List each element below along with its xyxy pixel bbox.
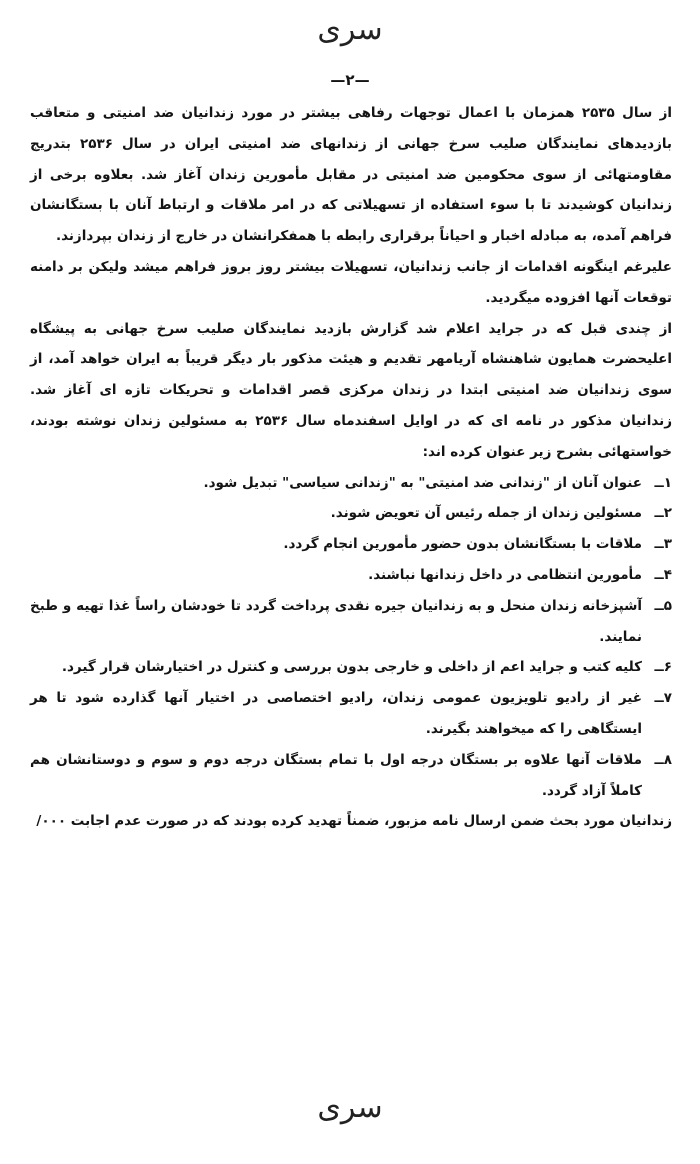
demand-number: ۷ــ [654,690,672,707]
demand-number: ۶ــ [654,659,672,676]
demand-number: ۵ــ [654,597,672,614]
demand-text: ملاقات آنها علاوه بر بستگان درجه اول با تمام بستگان درجه دوم و سوم و دوستانشان هم کاملاً آزاد گردد. [30,751,642,799]
demand-text: عنوان آنان از "زندانی ضد امنیتی" به "زندانی سیاسی" تبدیل شود. [203,474,642,491]
demand-number: ۲ــ [654,505,672,522]
demand-item [30,468,672,499]
page-number: —۲— [330,71,370,89]
demand-text: آشپزخانه زندان منحل و به زندانیان جیره نقدی پرداخت گردد تا خودشان راساً غذا تهیه و طبخ نمایند. [30,597,642,645]
classification-stamp-bottom: سری [317,1090,383,1125]
document-body [30,98,672,837]
demand-item [30,591,672,653]
demand-text: مأمورین انتظامی در داخل زندانها نباشند. [368,566,642,583]
demand-item [30,683,672,745]
demand-number: ۸ــ [654,751,672,768]
demand-item [30,652,672,683]
paragraph-closing: زندانیان مورد بحث ضمن ارسال نامه مزبور، ضمناً تهدید کرده بودند که در صورت عدم اجابت ۰۰۰/ [36,813,672,830]
demand-number: ۱ــ [654,474,672,491]
demand-item [30,560,672,591]
demand-text: مسئولین زندان از جمله رئیس آن تعویض شوند. [330,505,642,522]
demand-text: کلیه کتب و جراید اعم از داخلی و خارجی بدون بررسی و کنترل در اختیارشان قرار گیرد. [61,659,642,676]
demands-list [30,468,672,807]
demand-number: ۳ــ [654,536,672,553]
paragraph-red-cross-report: از چندی قبل که در جراید اعلام شد گزارش بازدید نمایندگان صلیب سرخ جهانی به پیشگاه اعلیحضرت همایون شاهنشاه آریامهر تقدیم و هیئت مذکور بار دیگر قریباً به ایران خواهد آمد، از سوی زندانیان ضد امنیتی ابتدا در زندان مرکزی قصر اقدامات و تحریکات تازه ای آغاز شد. زندانیان مذکور در نامه ای که در اوایل اسفندماه سال ۲۵۳۶ به مسئولین زندان نوشته بودند، خواستهائی بشرح زیر عنوان کرده اند: [30,320,672,460]
paragraph-escalation: علیرغم اینگونه اقدامات از جانب زندانیان، تسهیلات بیشتر روز بروز فراهم میشد ولیکن بر دامنه توقعات آنها افزوده میگردید. [30,258,672,306]
demand-item [30,529,672,560]
demand-text: ملاقات با بستگانشان بدون حضور مأمورین انجام گردد. [283,536,642,553]
demand-text: غیر از رادیو تلویزیون عمومی زندان، رادیو اختصاصی در اختیار آنها گذارده شود تا هر ایستگاهی را که میخواهند بگیرند. [30,690,642,737]
demand-number: ۴ــ [654,566,672,583]
paragraph-intro: از سال ۲۵۳۵ همزمان با اعمال توجهات رفاهی بیشتر در مورد زندانیان ضد امنیتی و متعاقب بازدیدهای نمایندگان صلیب سرخ جهانی از زندانهای ضد امنیتی ایران در سال ۲۵۳۶ بتدریج مقاومتهائی از سوی محکومین ضد امنیتی در مقابل مأمورین زندان آغاز شد. بعلاوه برخی از زندانیان کوشیدند تا با سوء استفاده از تسهیلاتی که در امر ملاقات و ارتباط آنان با بستگانشان فراهم آمده، به مبادله اخبار و احیاناً برقراری رابطه با همفکرانشان در خارج از زندان بپردازند. [30,105,672,245]
classification-stamp-top: سری [317,12,383,47]
demand-item [30,745,672,807]
demand-item [30,498,672,529]
